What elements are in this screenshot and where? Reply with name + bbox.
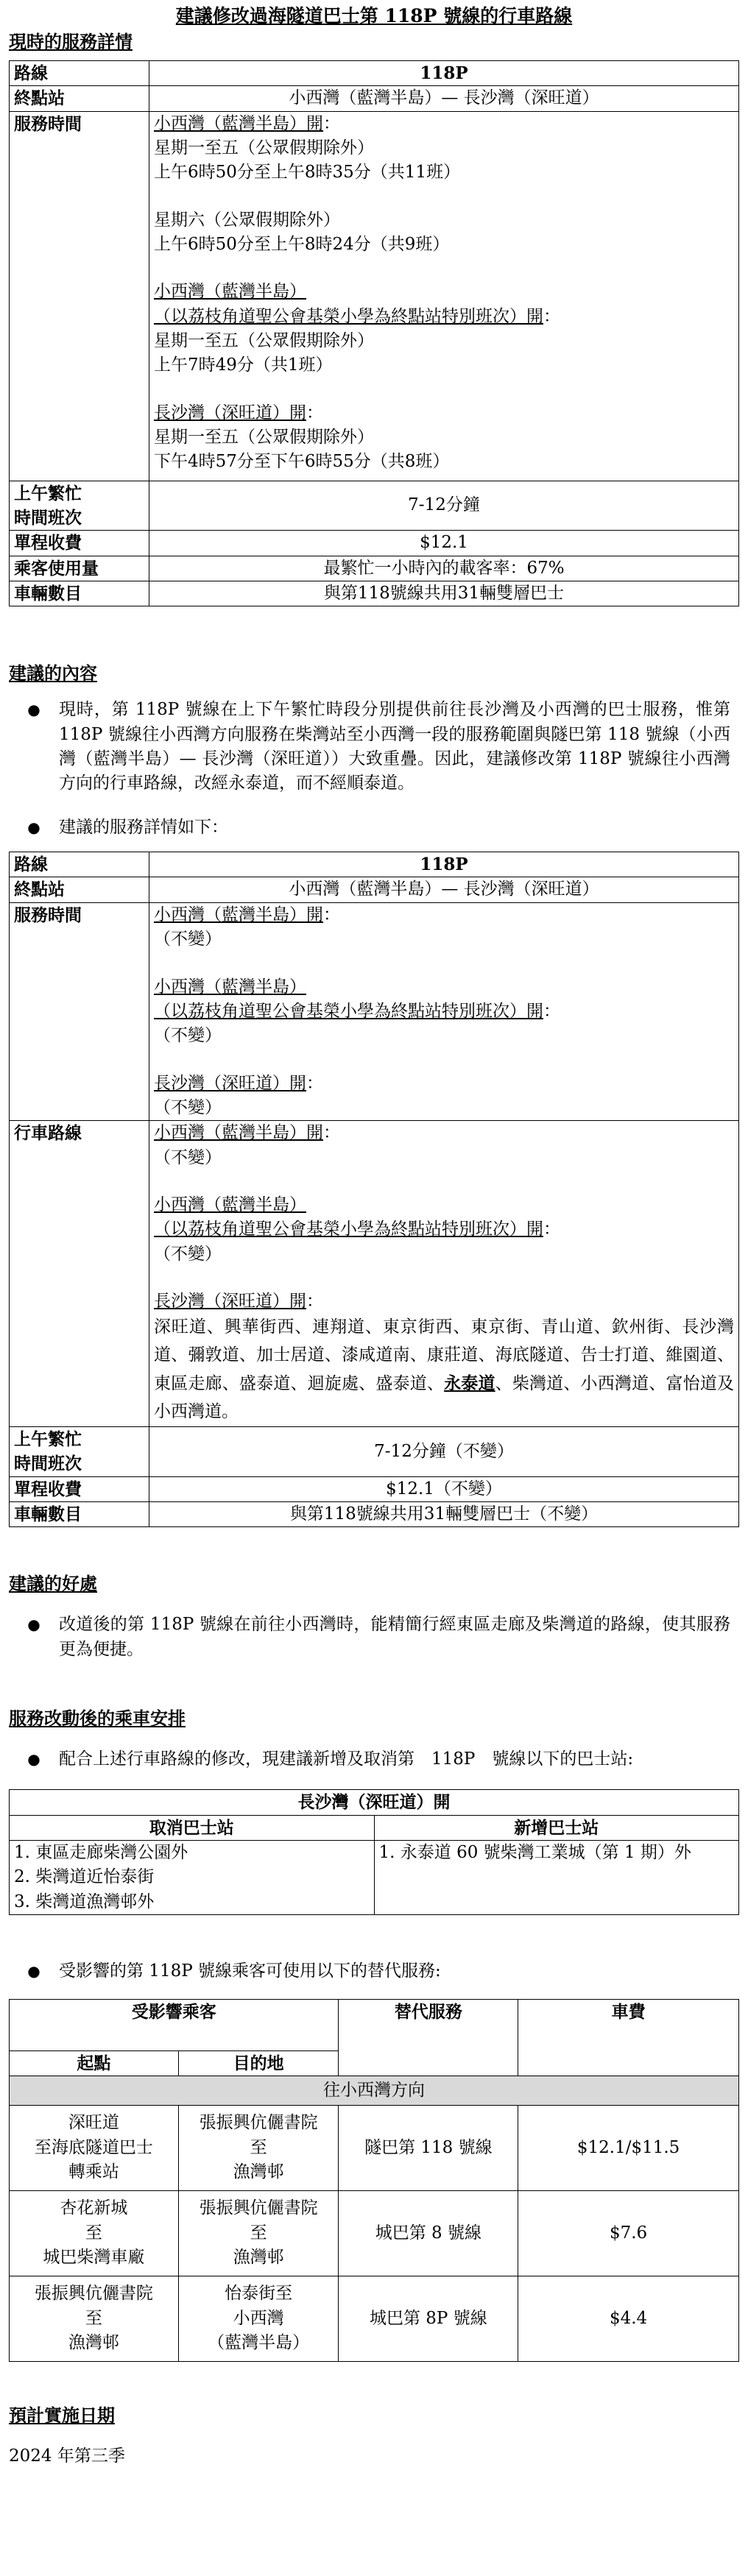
r-h3-head: 長沙灣（深旺道）開 <box>154 1291 306 1311</box>
cancel-stop-item: 3. 柴灣道漁灣邨外 <box>14 1892 155 1911</box>
destination-cell <box>178 2190 339 2276</box>
origin-line: 張振興伉儷書院 <box>34 2284 153 2304</box>
value-peak: 7-12分鐘 <box>149 481 739 531</box>
h3-head2: （以荔枝角道聖公會基榮小學為終點站特別班次）開 <box>154 306 543 326</box>
p-h2-unchanged: （不變） <box>154 1026 222 1046</box>
document-title: 建議修改過海隧道巴士第 118P 號線的行車路線 <box>175 5 573 26</box>
fare-cell: $7.6 <box>518 2190 739 2276</box>
h1-l2: 上午6時50分至上午8時35分（共11班） <box>154 163 461 183</box>
table-row <box>10 2105 739 2190</box>
destination-line: （藍灣半島） <box>208 2333 310 2353</box>
benefits-paragraph <box>9 1613 739 1662</box>
implementation-date: 2024 年第三季 <box>9 2446 125 2466</box>
fare-cell: $12.1/$11.5 <box>518 2105 739 2190</box>
section-date-heading: 預計實施日期 <box>9 2404 115 2426</box>
label-peak-2: 時間班次 <box>14 508 82 528</box>
label-route: 路線 <box>10 61 149 86</box>
label-route: 路線 <box>10 852 149 877</box>
alternative-services-table <box>9 1999 739 2362</box>
value-fare: $12.1（不變） <box>149 1476 739 1501</box>
origin-cell <box>10 2276 179 2361</box>
value-route: 118P <box>149 852 739 877</box>
h1-head: 小西灣（藍灣半島）開 <box>154 113 323 133</box>
label-fare: 單程收費 <box>10 531 149 556</box>
h1-l1: 星期一至五（公眾假期除外） <box>154 138 374 158</box>
r-h2-unchanged: （不變） <box>154 1244 222 1264</box>
destination-cell <box>178 2105 339 2190</box>
fare-header: 車費 <box>518 1999 739 2076</box>
table-row <box>10 2276 739 2361</box>
affected-header: 受影響乘客 <box>10 1999 339 2050</box>
destination-cell <box>178 2276 339 2361</box>
p-h1-head: 小西灣（藍灣半島）開 <box>154 905 323 924</box>
r-h2-head1: 小西灣（藍灣半島） <box>154 1195 306 1214</box>
label-hours: 服務時間 <box>10 111 149 481</box>
cancel-stops-list <box>10 1841 375 1915</box>
destination-line: 張振興伉儷書院 <box>199 2113 318 2133</box>
value-fleet: 與第118號線共用31輛雙層巴士 <box>149 581 739 606</box>
p-h1-unchanged: （不變） <box>154 930 222 949</box>
table-row <box>10 2190 739 2276</box>
value-peak: 7-12分鐘（不變） <box>149 1427 739 1477</box>
cancel-stop-item: 1. 東區走廊柴灣公園外 <box>14 1843 188 1863</box>
origin-cell <box>10 2105 179 2190</box>
label-peak <box>10 481 149 531</box>
destination-line: 小西灣 <box>233 2308 284 2328</box>
value-terminus: 小西灣（藍灣半島）— 長沙灣（深旺道） <box>149 877 739 902</box>
label-peak-2: 時間班次 <box>14 1454 82 1474</box>
proposal-paragraph-1 <box>9 698 739 796</box>
label-fare: 單程收費 <box>10 1476 149 1501</box>
arrangements-text-2: 受影響的第 118P 號線乘客可使用以下的替代服務: <box>59 1961 441 1981</box>
origin-line: 至海底隧道巴士 <box>34 2137 153 2157</box>
value-hours: 小西灣（藍灣半島）開： 星期一至五（公眾假期除外） 上午6時50分至上午8時35分（共11班） 星期六（公眾假期除外） 上午6時50分至上午8時24分（共9班） 小西灣（藍灣半島） （以荔枝角道聖公會基榮小學為終點站特別班次）開： 星期一至五（公眾假期除外） 上午7時49分（共1班） 長沙灣（深旺道）開： 星期一至五（公眾假期除外） 下午4時57分至下午6時55分（共8班） <box>149 111 739 481</box>
routing-text-1: 深旺道、興華街西、連翔道、東京街西、東京街、青山道、欽州街、長沙灣道、彌敦道、加士居道、漆咸道南、康莊道、海底隧道、告士打道、維園道、東區走廊、盛泰道、迴旋處、盛泰道、 <box>154 1317 734 1394</box>
origin-line: 城巴柴灣車廠 <box>43 2248 145 2268</box>
value-fleet: 與第118號線共用31輛雙層巴士（不變） <box>149 1502 739 1527</box>
r-h2-head2: （以荔枝角道聖公會基榮小學為終點站特別班次）開 <box>154 1220 543 1239</box>
bullet-icon: ● <box>27 818 40 836</box>
destination-line: 至 <box>250 2223 267 2243</box>
h2-l2: 上午6時50分至上午8時24分（共9班） <box>154 235 450 255</box>
arrangements-paragraph-2 <box>9 1959 739 1984</box>
h3-head1: 小西灣（藍灣半島） <box>154 282 306 302</box>
origin-cell <box>10 2190 179 2276</box>
label-routing: 行車路線 <box>10 1121 149 1427</box>
service-cell: 隧巴第 118 號線 <box>339 2105 518 2190</box>
add-stops-list <box>374 1841 739 1915</box>
destination-line: 漁灣邨 <box>233 2248 284 2268</box>
proposal-text-2: 建議的服務詳情如下： <box>59 817 228 837</box>
h3-l2: 上午7時49分（共1班） <box>154 355 333 375</box>
routing-text-bold: 永泰道 <box>444 1373 495 1394</box>
r-h1-head: 小西灣（藍灣半島）開 <box>154 1123 323 1143</box>
p-h3-unchanged: （不變） <box>154 1097 222 1117</box>
benefits-text: 改道後的第 118P 號線在前往小西灣時，能精簡行經東區走廊及柴灣道的路線，使其服務更為便捷。 <box>59 1615 730 1659</box>
routing-description <box>154 1314 734 1426</box>
section-current-heading: 現時的服務詳情 <box>9 31 133 52</box>
bullet-icon: ● <box>27 701 40 719</box>
cancel-stop-item: 2. 柴灣道近怡泰街 <box>14 1867 155 1887</box>
bullet-icon: ● <box>27 1750 40 1769</box>
service-cell: 城巴第 8P 號線 <box>339 2276 518 2361</box>
value-terminus: 小西灣（藍灣半島）— 長沙灣（深旺道） <box>149 86 739 111</box>
stops-table-header: 長沙灣（深旺道）開 <box>10 1790 739 1815</box>
origin-line: 轉乘站 <box>68 2162 119 2182</box>
bullet-icon: ● <box>27 1616 40 1634</box>
label-peak <box>10 1427 149 1477</box>
section-proposal-heading: 建議的內容 <box>9 662 97 684</box>
origin-header: 起點 <box>10 2050 179 2076</box>
destination-line: 漁灣邨 <box>233 2162 284 2182</box>
section-arrangements-heading: 服務改動後的乘車安排 <box>9 1708 186 1730</box>
proposal-text-1: 現時，第 118P 號線在上下午繁忙時段分別提供前往長沙灣及小西灣的巴士服務，惟第 118P 號線往小西灣方向服務在柴灣站至小西灣一段的服務範圍與隧巴第 118 號線（小西灣（藍灣半島）— 長沙灣（深旺道））大致重疊。因此，建議修改第 118P 號線往小西灣方向的行車路線，改經永泰道，而不經順泰道。 <box>59 700 730 793</box>
fare-cell: $4.4 <box>518 2276 739 2361</box>
section-benefits-heading: 建議的好處 <box>9 1573 97 1595</box>
p-h3-head: 長沙灣（深旺道）開 <box>154 1073 306 1093</box>
h3-l1: 星期一至五（公眾假期除外） <box>154 331 374 351</box>
label-terminus: 終點站 <box>10 86 149 111</box>
arrangements-paragraph-1 <box>9 1747 739 1772</box>
origin-line: 至 <box>85 2308 102 2328</box>
label-fleet: 車輛數目 <box>10 1502 149 1527</box>
origin-line: 深旺道 <box>68 2113 119 2133</box>
label-patronage: 乘客使用量 <box>10 556 149 581</box>
h4-l2: 下午4時57分至下午6時55分（共8班） <box>154 452 450 472</box>
h4-head: 長沙灣（深旺道）開 <box>154 403 306 422</box>
label-peak-1: 上午繁忙 <box>14 1429 82 1450</box>
value-fare: $12.1 <box>149 531 739 556</box>
label-terminus: 終點站 <box>10 877 149 902</box>
service-header: 替代服務 <box>339 1999 518 2076</box>
routing-text-2: 、柴灣道、小西灣道、富怡道及小西灣道。 <box>154 1374 735 1422</box>
label-peak-1: 上午繁忙 <box>14 483 82 503</box>
r-h1-unchanged: （不變） <box>154 1147 222 1167</box>
service-cell: 城巴第 8 號線 <box>339 2190 518 2276</box>
origin-line: 至 <box>85 2223 102 2243</box>
label-fleet: 車輛數目 <box>10 581 149 606</box>
value-routing: 小西灣（藍灣半島）開： （不變） 小西灣（藍灣半島） （以荔枝角道聖公會基榮小學為終點站特別班次）開： （不變） 長沙灣（深旺道）開： 深旺道、興華街西、連翔道、東京街西、東京街、青山道、欽州街、長沙灣道、彌敦道、加士居道、漆咸道南、康莊道、海底隧道、告士打道、維園道、東區走廊、盛泰道、迴旋處、盛泰道、永泰道、柴灣道、小西灣道、富怡道及小西灣道。 <box>149 1121 739 1427</box>
bus-stops-table <box>9 1789 739 1915</box>
origin-line: 漁灣邨 <box>68 2333 119 2353</box>
proposed-service-table <box>9 852 739 1527</box>
bullet-icon: ● <box>27 1962 40 1981</box>
value-hours: 小西灣（藍灣半島）開： （不變） 小西灣（藍灣半島） （以荔枝角道聖公會基榮小學為終點站特別班次）開： （不變） 長沙灣（深旺道）開： （不變） <box>149 902 739 1120</box>
add-stops-header: 新增巴士站 <box>374 1815 739 1840</box>
value-patronage: 最繁忙一小時內的載客率：67% <box>149 556 739 581</box>
origin-line: 杏花新城 <box>60 2198 128 2218</box>
p-h2-head1: 小西灣（藍灣半島） <box>154 977 306 997</box>
destination-header: 目的地 <box>178 2050 339 2076</box>
proposal-paragraph-2 <box>9 815 739 840</box>
destination-line: 怡泰街至 <box>225 2284 293 2304</box>
value-route: 118P <box>149 61 739 86</box>
destination-line: 張振興伉儷書院 <box>199 2198 318 2218</box>
direction-row: 往小西灣方向 <box>10 2076 739 2105</box>
arrangements-text-1: 配合上述行車路線的修改，現建議新增及取消第 118P 號線以下的巴士站: <box>59 1749 634 1769</box>
p-h2-head2: （以荔枝角道聖公會基榮小學為終點站特別班次）開 <box>154 1001 543 1021</box>
destination-line: 至 <box>250 2137 267 2157</box>
cancel-stops-header: 取消巴士站 <box>10 1815 375 1840</box>
label-hours: 服務時間 <box>10 902 149 1120</box>
h4-l1: 星期一至五（公眾假期除外） <box>154 428 374 447</box>
add-stop-item: 1. 永泰道 60 號柴灣工業城（第 1 期）外 <box>378 1843 691 1863</box>
current-service-table <box>9 60 739 606</box>
h2-l1: 星期六（公眾假期除外） <box>154 210 340 230</box>
